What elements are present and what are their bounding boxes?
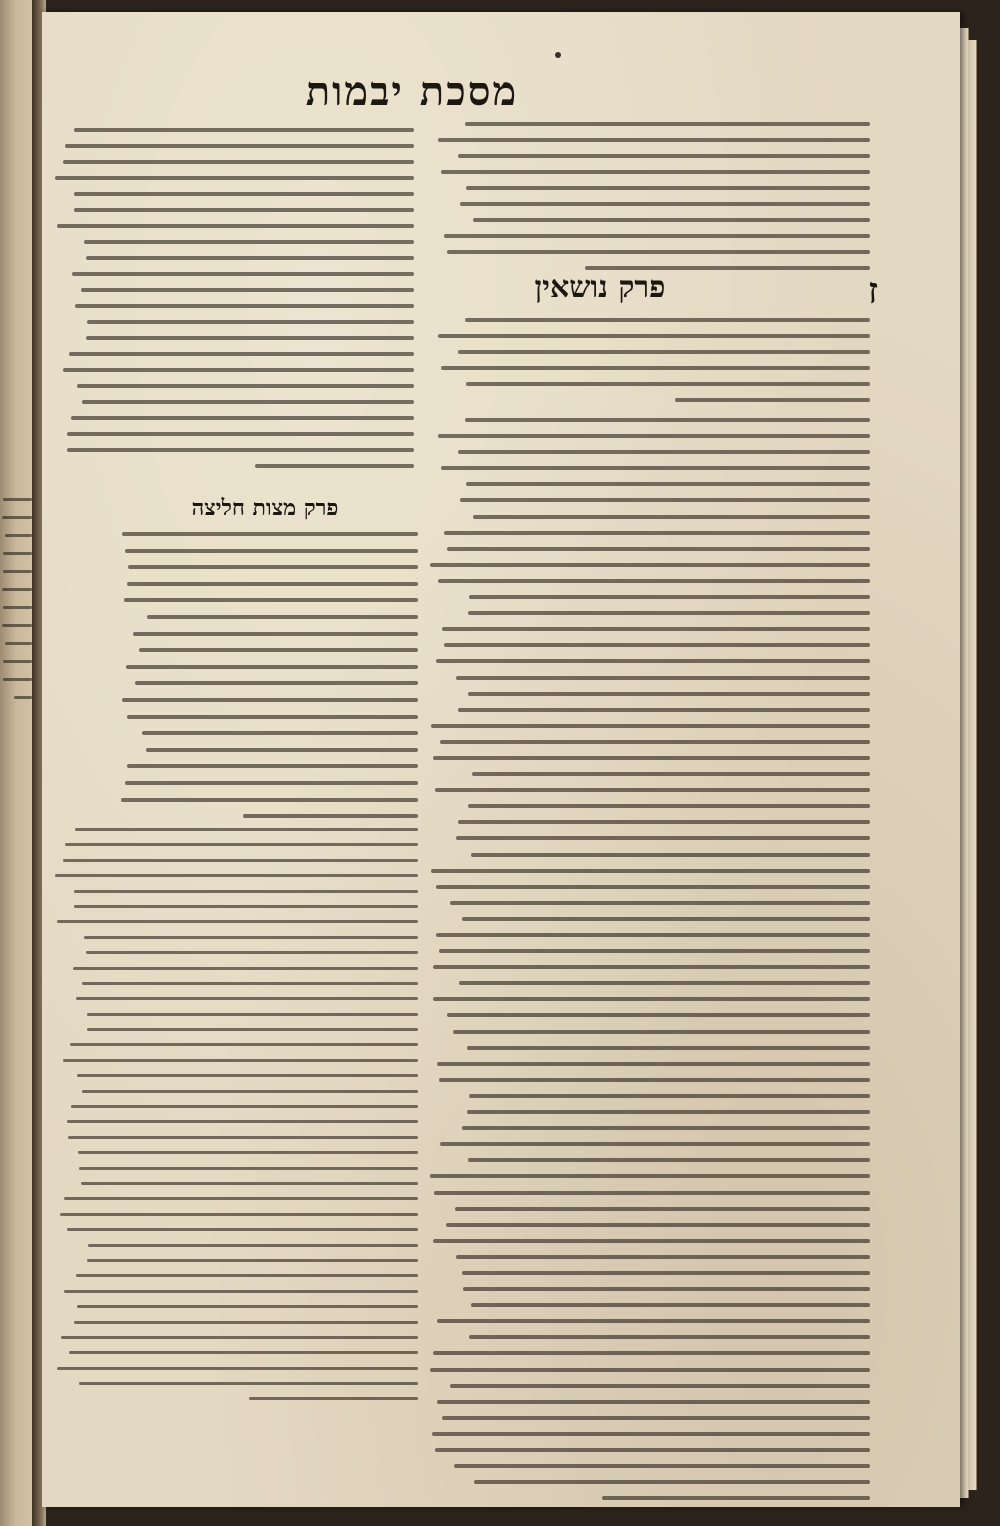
- text-line: [433, 1239, 870, 1243]
- text-line: [431, 724, 870, 728]
- text-line: [462, 917, 870, 921]
- text-line: [146, 748, 418, 752]
- text-line: [3, 498, 32, 501]
- text-line: [436, 933, 870, 937]
- text-line: [79, 1382, 418, 1385]
- text-line: [444, 234, 870, 238]
- text-line: [88, 1244, 418, 1247]
- text-line: [446, 1223, 870, 1227]
- text-line: [465, 122, 870, 126]
- text-line: [462, 1126, 870, 1130]
- commentary-side-note: [52, 828, 418, 1413]
- text-line: [71, 1105, 418, 1108]
- text-line: [74, 192, 414, 196]
- text-line: [121, 798, 418, 802]
- text-line: [437, 1319, 870, 1323]
- text-line: [86, 951, 418, 954]
- text-line: [455, 1207, 870, 1211]
- text-line: [67, 448, 414, 452]
- text-line: [75, 828, 418, 831]
- text-line: [431, 869, 870, 873]
- text-line: [458, 350, 870, 354]
- text-line: [460, 202, 870, 206]
- text-line: [442, 1416, 870, 1420]
- text-line: [432, 1432, 870, 1436]
- text-line: [125, 549, 418, 553]
- text-line: [466, 482, 870, 486]
- text-line: [430, 1174, 870, 1178]
- text-line: [437, 1062, 870, 1066]
- text-line: [77, 384, 414, 388]
- text-line: [433, 756, 870, 760]
- text-line: [460, 498, 870, 502]
- text-line: [433, 1351, 870, 1355]
- text-line: [440, 1142, 870, 1146]
- commentary-column-right-main: [430, 418, 870, 1512]
- commentary-column-left-top: [52, 128, 414, 480]
- text-line: [602, 1496, 870, 1500]
- text-line: [2, 588, 32, 591]
- text-line: [74, 1321, 418, 1324]
- text-line: [125, 781, 418, 785]
- text-line: [60, 1213, 418, 1216]
- text-line: [63, 859, 418, 862]
- text-line: [2, 624, 32, 627]
- text-line: [465, 418, 870, 422]
- text-line: [2, 516, 32, 519]
- text-line: [439, 1078, 870, 1082]
- text-line: [63, 1059, 418, 1062]
- text-line: [70, 1043, 418, 1046]
- text-line: [82, 982, 418, 985]
- facing-page-text: [2, 498, 32, 714]
- text-line: [436, 659, 870, 663]
- text-line: [84, 936, 418, 939]
- text-line: [474, 1480, 870, 1484]
- text-line: [438, 334, 870, 338]
- text-line: [585, 266, 870, 270]
- text-line: [441, 366, 870, 370]
- text-line: [447, 547, 870, 551]
- text-line: [87, 1013, 418, 1016]
- text-line: [14, 696, 32, 699]
- text-line: [444, 531, 870, 535]
- text-line: [472, 772, 870, 776]
- text-line: [467, 1046, 870, 1050]
- text-line: [127, 582, 418, 586]
- text-line: [3, 570, 32, 573]
- text-line: [55, 176, 414, 180]
- text-line: [87, 1259, 418, 1262]
- text-line: [57, 920, 418, 923]
- text-line: [469, 1335, 870, 1339]
- text-line: [67, 1228, 418, 1231]
- commentary-column-right-mid: [430, 318, 870, 414]
- text-line: [3, 552, 32, 555]
- text-line: [3, 678, 32, 681]
- text-line: [433, 997, 870, 1001]
- text-line: [76, 1274, 418, 1277]
- text-line: [434, 1191, 870, 1195]
- text-line: [471, 1303, 870, 1307]
- text-line: [127, 715, 418, 719]
- text-line: [69, 352, 414, 356]
- text-line: [65, 144, 414, 148]
- text-line: [75, 304, 414, 308]
- text-line: [438, 434, 870, 438]
- text-line: [456, 1255, 870, 1259]
- page-mark: [555, 52, 561, 58]
- text-line: [454, 1464, 870, 1468]
- text-line: [468, 611, 870, 615]
- text-line: [450, 901, 870, 905]
- text-line: [441, 466, 870, 470]
- text-line: [3, 660, 32, 663]
- text-line: [5, 642, 32, 645]
- text-line: [69, 1351, 418, 1354]
- text-line: [462, 1271, 870, 1275]
- text-line: [447, 1013, 870, 1017]
- text-line: [439, 949, 870, 953]
- text-line: [465, 318, 870, 322]
- text-line: [77, 1074, 418, 1077]
- text-line: [440, 740, 870, 744]
- text-line: [67, 1120, 418, 1123]
- commentary-column-left-main: [118, 532, 418, 831]
- text-line: [57, 1367, 418, 1370]
- text-line: [64, 1197, 418, 1200]
- text-line: [71, 416, 414, 420]
- text-line: [122, 698, 418, 702]
- text-line: [435, 1448, 870, 1452]
- text-line: [5, 534, 32, 537]
- text-line: [127, 764, 418, 768]
- text-line: [139, 648, 418, 652]
- text-line: [76, 997, 418, 1000]
- text-line: [249, 1397, 418, 1400]
- text-line: [438, 579, 870, 583]
- text-line: [65, 843, 418, 846]
- text-line: [87, 320, 414, 324]
- text-line: [458, 154, 870, 158]
- text-line: [473, 218, 870, 222]
- text-line: [468, 804, 870, 808]
- chapter-title-nosin: פרק נושאין: [534, 270, 666, 305]
- text-line: [458, 820, 870, 824]
- text-line: [466, 186, 870, 190]
- running-title: מסכת יבמות: [305, 68, 519, 115]
- text-line: [463, 1287, 870, 1291]
- text-line: [64, 1290, 418, 1293]
- text-line: [466, 382, 870, 386]
- text-line: [81, 288, 414, 292]
- text-line: [61, 1336, 418, 1339]
- text-line: [82, 400, 414, 404]
- text-line: [147, 615, 418, 619]
- text-line: [458, 450, 870, 454]
- text-line: [441, 170, 870, 174]
- text-line: [433, 965, 870, 969]
- text-line: [442, 627, 870, 631]
- text-line: [675, 398, 870, 402]
- text-line: [82, 1090, 418, 1093]
- text-line: [74, 905, 418, 908]
- text-line: [255, 464, 414, 468]
- text-line: [430, 1368, 870, 1372]
- chapter-title-mitzvat-chalitza: פרק מצות חליצה: [191, 495, 339, 521]
- text-line: [468, 1158, 870, 1162]
- text-line: [471, 853, 870, 857]
- text-line: [74, 128, 414, 132]
- text-line: [55, 874, 418, 877]
- text-line: [84, 240, 414, 244]
- text-line: [459, 981, 870, 985]
- text-line: [438, 138, 870, 142]
- text-line: [68, 1136, 418, 1139]
- text-line: [142, 731, 418, 735]
- text-line: [473, 515, 870, 519]
- text-line: [78, 1151, 418, 1154]
- text-line: [435, 788, 870, 792]
- text-line: [87, 1028, 418, 1031]
- text-line: [77, 1305, 418, 1308]
- text-line: [468, 692, 870, 696]
- text-line: [74, 890, 418, 893]
- text-line: [86, 336, 414, 340]
- text-line: [444, 643, 870, 647]
- text-line: [458, 708, 870, 712]
- text-line: [81, 1182, 418, 1185]
- commentary-column-right-top: [430, 122, 870, 282]
- text-line: [243, 814, 418, 818]
- text-line: [456, 836, 870, 840]
- text-line: [126, 665, 418, 669]
- text-line: [135, 681, 418, 685]
- text-line: [124, 598, 418, 602]
- text-line: [437, 1400, 870, 1404]
- text-line: [453, 1030, 870, 1034]
- text-line: [79, 1167, 418, 1170]
- text-line: [469, 595, 870, 599]
- text-line: [122, 532, 418, 536]
- text-line: [436, 885, 870, 889]
- text-line: [86, 256, 414, 260]
- text-line: [456, 676, 870, 680]
- text-line: [63, 160, 414, 164]
- text-line: [450, 1384, 870, 1388]
- text-line: [74, 208, 414, 212]
- text-line: [469, 1094, 870, 1098]
- text-line: [128, 565, 418, 569]
- text-line: [73, 967, 418, 970]
- text-line: [133, 632, 418, 636]
- text-line: [467, 1110, 870, 1114]
- text-line: [3, 606, 32, 609]
- text-line: [57, 224, 414, 228]
- text-line: [430, 563, 870, 567]
- text-line: [72, 272, 414, 276]
- text-line: [447, 250, 870, 254]
- text-line: [67, 432, 414, 436]
- page-edge-stack: [968, 40, 977, 1490]
- margin-letter: ז: [868, 270, 879, 312]
- text-line: [63, 368, 414, 372]
